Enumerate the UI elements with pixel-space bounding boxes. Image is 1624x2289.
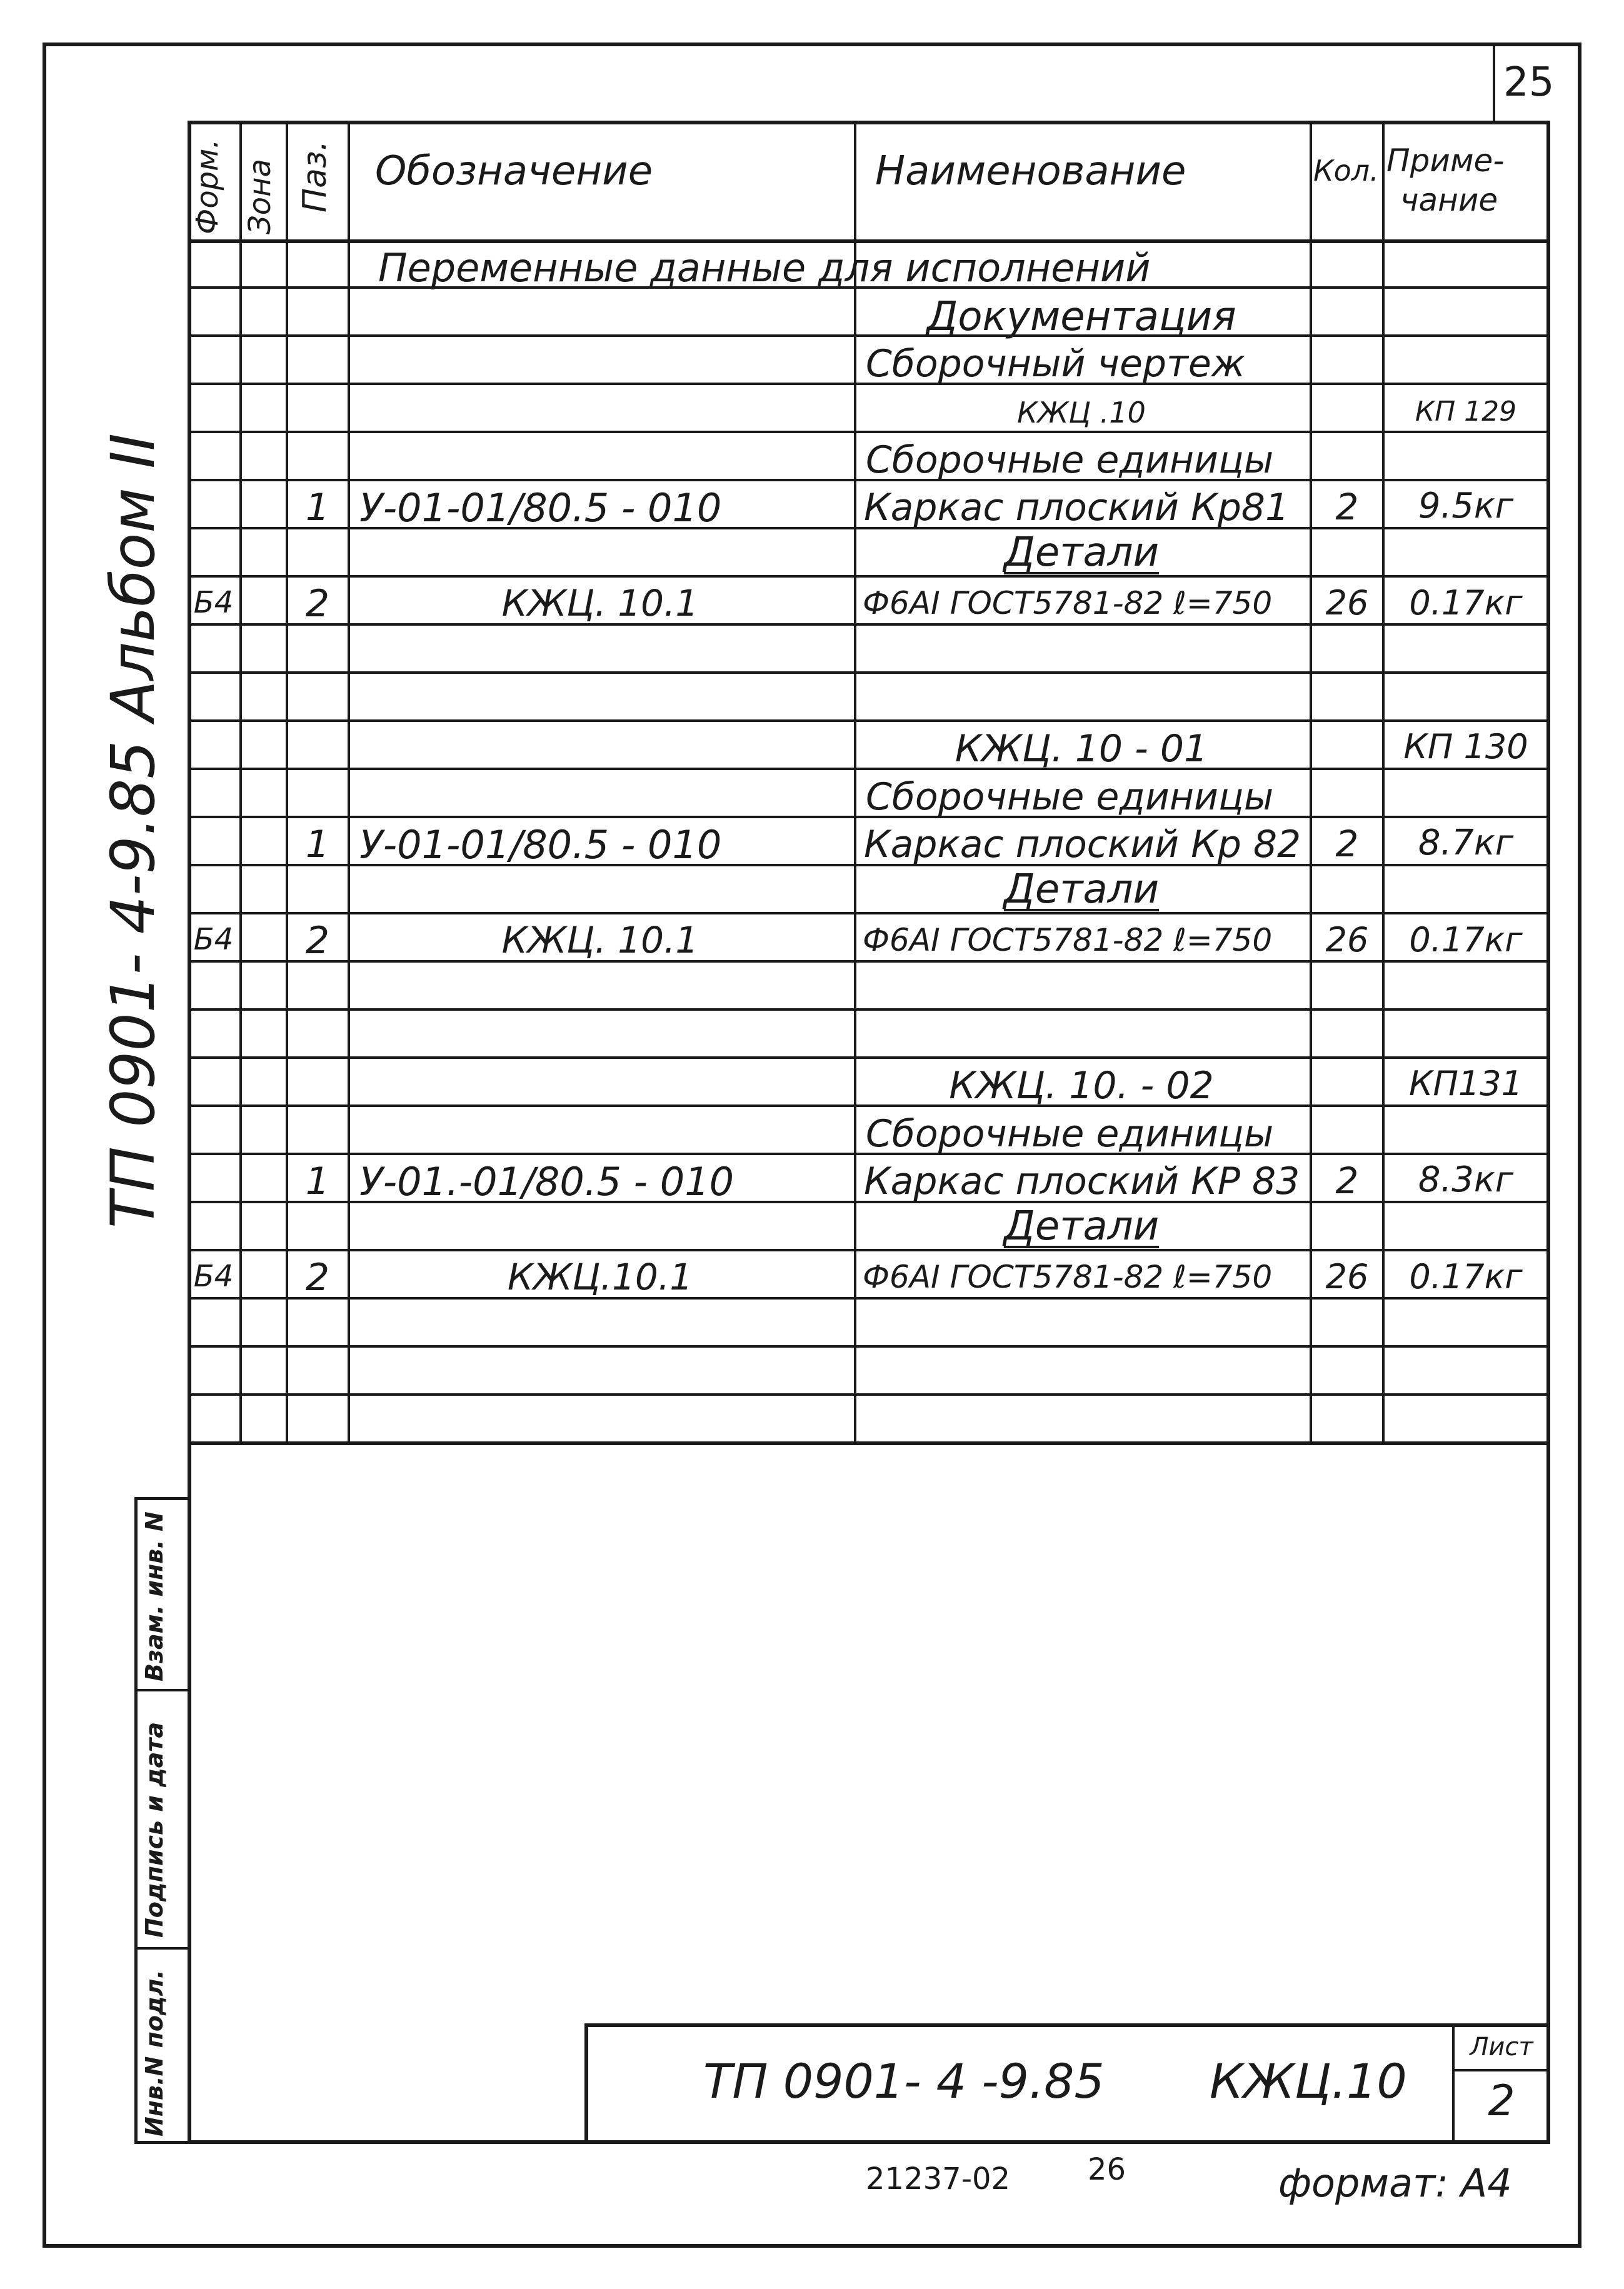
row-note: 0.17кг <box>1409 920 1523 959</box>
section-documentation: Документация <box>926 294 1236 340</box>
col-line-name <box>1310 121 1312 1441</box>
row-qty: 26 <box>1325 583 1369 623</box>
col-line-qty <box>1382 121 1385 1441</box>
header-name: Наименование <box>875 148 1186 194</box>
row-designation: У-01-01/80.5 - 010 <box>359 485 722 531</box>
row-qty: 26 <box>1325 920 1369 959</box>
row-note: 0.17кг <box>1409 583 1523 623</box>
stamp-inv-podl: Инв.N подл. <box>141 1970 168 2136</box>
row-qty: 2 <box>1335 486 1359 528</box>
header-pos: Паз. <box>296 140 334 213</box>
row-form: Б4 <box>193 922 234 957</box>
row-pos: 1 <box>305 823 330 866</box>
header-zone: Зона <box>243 159 278 234</box>
row-name: Каркас плоский Кр81 <box>864 486 1290 529</box>
row-designation: КЖЦ. 10.1 <box>501 919 699 961</box>
section-assembly-units: Сборочные единицы <box>866 438 1274 482</box>
sheet-label: Лист <box>1470 2033 1533 2061</box>
row-designation: КЖЦ. 10.1 <box>501 582 699 624</box>
row-pos: 1 <box>305 1160 330 1203</box>
page-number-box-left <box>1493 43 1495 121</box>
row-note-kp129: КП 129 <box>1415 396 1517 428</box>
row-qty: 2 <box>1335 1160 1359 1202</box>
side-title: ТП 0901- 4-9.85 Альбом II <box>98 433 168 1228</box>
row-qty: 26 <box>1325 1257 1369 1296</box>
row-name: Каркас плоский Кр 82 <box>864 823 1301 866</box>
page-number: 25 <box>1503 59 1555 106</box>
row-name-kzhc10-02: КЖЦ. 10. - 02 <box>949 1064 1214 1108</box>
header-designation: Обозначение <box>375 148 653 194</box>
header-note-line1: Приме- <box>1386 143 1505 179</box>
section-details: Детали <box>1003 529 1160 576</box>
section-title-variants: Переменные данные для исполнений <box>378 245 1151 291</box>
header-form: Форм. <box>190 139 225 234</box>
footer-order: 21237-02 <box>866 2161 1011 2196</box>
row-note: 8.3кг <box>1418 1160 1514 1200</box>
header-qty: Кол. <box>1313 154 1379 188</box>
header-bottom-line <box>188 239 1550 243</box>
row-name-kzhc10-01: КЖЦ. 10 - 01 <box>955 727 1208 771</box>
row-name: Ф6АI ГОСТ5781-82 ℓ=750 <box>863 922 1273 958</box>
stamp-podpis-data: Подпись и дата <box>141 1721 168 1938</box>
title-block-left <box>584 2023 588 2144</box>
row-pos: 2 <box>305 582 330 626</box>
row-qty: 2 <box>1335 823 1359 865</box>
footer-format: формат: А4 <box>1278 2160 1512 2206</box>
row-note: 8.7кг <box>1418 823 1514 863</box>
table-bottom-line <box>188 1441 1550 1445</box>
row-designation: КЖЦ.10.1 <box>507 1256 693 1298</box>
stamp-vzam-inv: Взам. инв. N <box>141 1511 168 1681</box>
section-details: Детали <box>1003 866 1160 913</box>
row-pos: 1 <box>305 486 330 529</box>
row-note: 0.17кг <box>1409 1257 1523 1296</box>
row-note-kp130: КП 130 <box>1403 727 1528 766</box>
title-block-top <box>584 2023 1550 2027</box>
header-note-line2: чание <box>1400 182 1498 218</box>
section-details: Детали <box>1003 1203 1160 1250</box>
row-pos: 2 <box>305 1256 330 1300</box>
row-name: Ф6АI ГОСТ5781-82 ℓ=750 <box>863 585 1273 621</box>
section-assembly-units: Сборочные единицы <box>866 1112 1274 1156</box>
col-line-zone <box>286 121 288 1441</box>
row-designation: У-01.-01/80.5 - 010 <box>359 1159 734 1205</box>
row-name: Ф6АI ГОСТ5781-82 ℓ=750 <box>863 1259 1273 1295</box>
col-line-form <box>239 121 242 1441</box>
row-name: Каркас плоский КР 83 <box>864 1160 1300 1203</box>
sheet-number: 2 <box>1488 2076 1515 2126</box>
row-form: Б4 <box>193 1259 234 1294</box>
row-name-kzhc10: КЖЦ .10 <box>1017 396 1146 429</box>
row-form: Б4 <box>193 585 234 620</box>
col-line-pos <box>348 121 350 1441</box>
sheet-box-divider <box>1452 2069 1550 2071</box>
section-assembly-drawing: Сборочный чертеж <box>866 342 1245 386</box>
row-note-kp131: КП131 <box>1408 1064 1523 1103</box>
footer-copy: 26 <box>1088 2152 1126 2187</box>
row-designation: У-01-01/80.5 - 010 <box>359 822 722 868</box>
section-assembly-units: Сборочные единицы <box>866 775 1274 819</box>
title-code: ТП 0901- 4 -9.85 <box>703 2053 1105 2109</box>
row-note: 9.5кг <box>1418 486 1514 526</box>
row-pos: 2 <box>305 919 330 963</box>
title-doc: КЖЦ.10 <box>1210 2053 1407 2109</box>
